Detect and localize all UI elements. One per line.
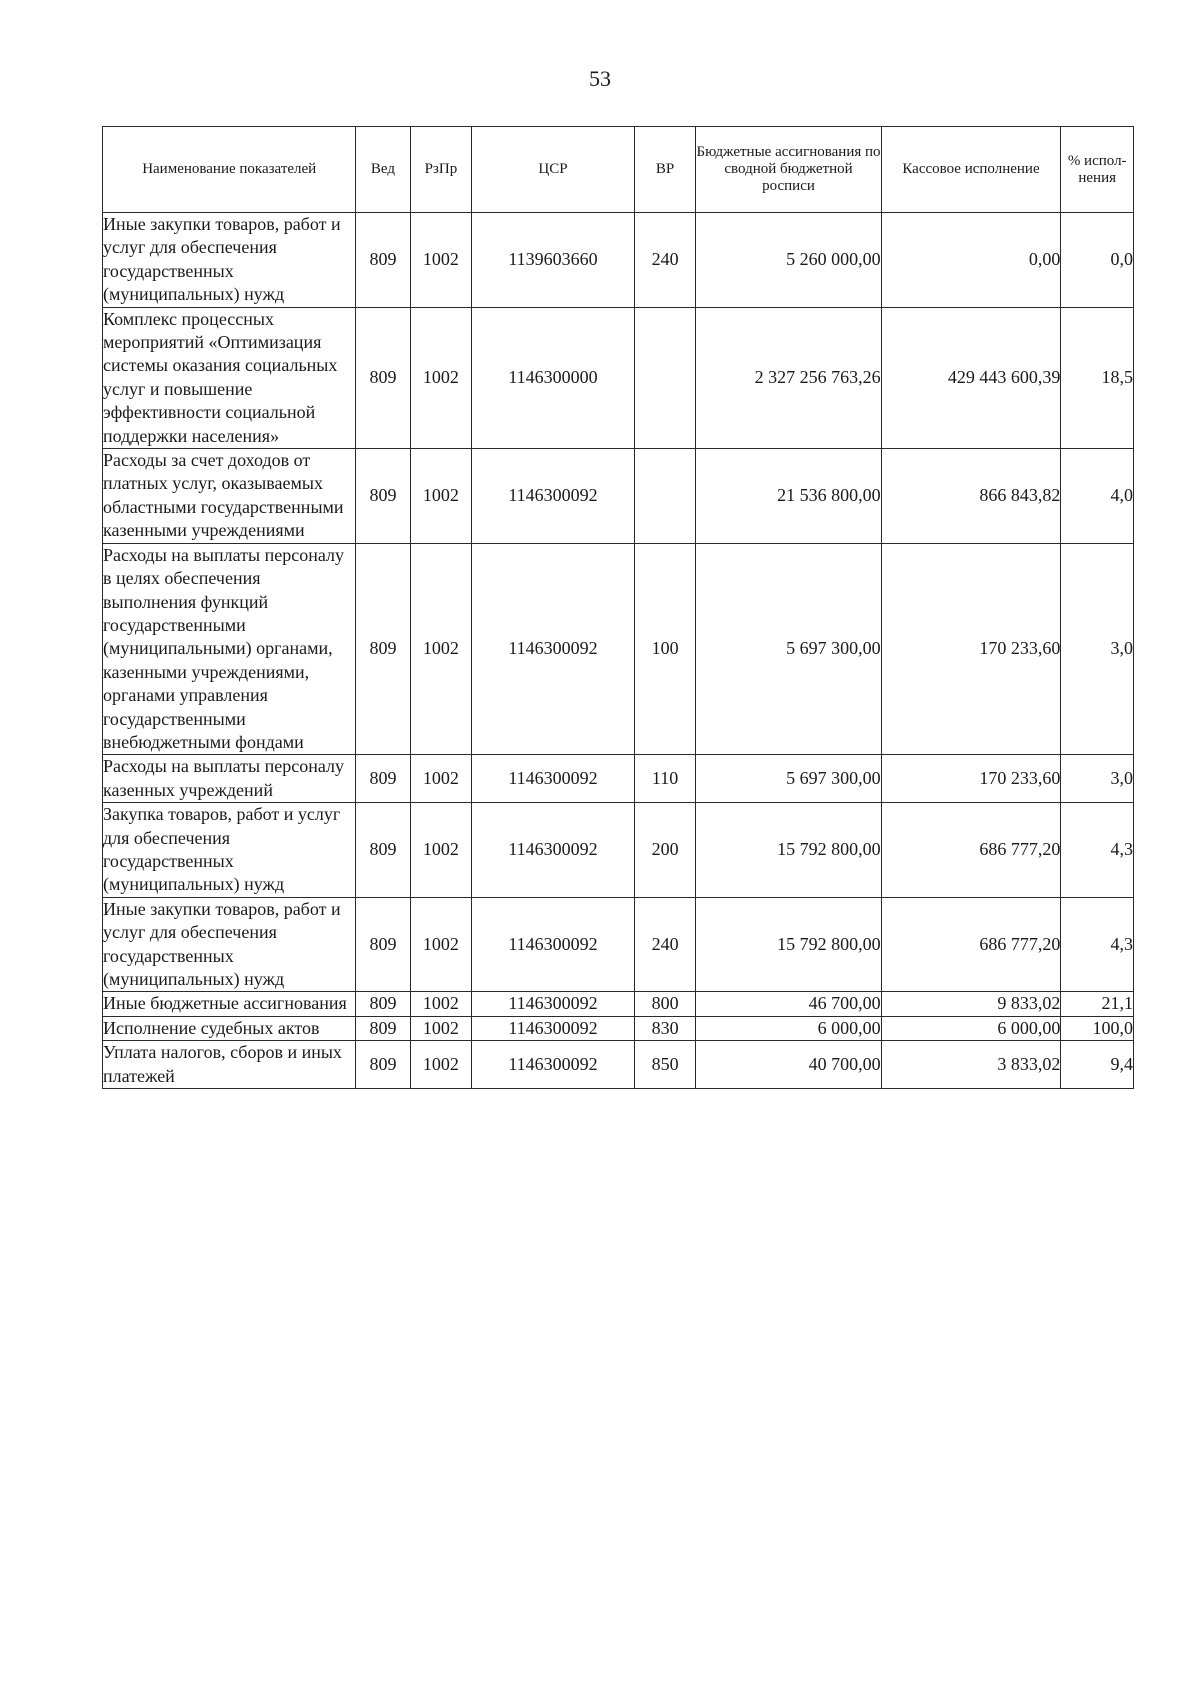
budget-execution-table xyxy=(102,126,1134,1089)
cell-cash-execution: 9 833,02 xyxy=(881,992,1061,1016)
cell-vr: 100 xyxy=(634,543,696,755)
cell-ved: 809 xyxy=(356,992,410,1016)
cell-execution-percent: 3,0 xyxy=(1061,755,1134,803)
cell-name: Расходы на выплаты персоналу казенных учреждений xyxy=(103,755,356,803)
table-row xyxy=(103,1016,1134,1040)
cell-name: Иные закупки товаров, работ и услуг для обеспечения государственных (муниципальных) нужд xyxy=(103,213,356,308)
cell-vr: 830 xyxy=(634,1016,696,1040)
cell-budget-assignments: 46 700,00 xyxy=(696,992,881,1016)
table-row xyxy=(103,992,1134,1016)
cell-rzpr: 1002 xyxy=(410,1041,472,1089)
cell-rzpr: 1002 xyxy=(410,543,472,755)
cell-budget-assignments: 21 536 800,00 xyxy=(696,449,881,544)
cell-cash-execution: 170 233,60 xyxy=(881,755,1061,803)
cell-name: Расходы на выплаты персоналу в целях обеспечения выполнения функций государственными (муниципальными) органами, казенными учреждениями, органами управления государственными внебюджетными фондами xyxy=(103,543,356,755)
cell-budget-assignments: 5 697 300,00 xyxy=(696,543,881,755)
cell-ved: 809 xyxy=(356,803,410,898)
cell-rzpr: 1002 xyxy=(410,803,472,898)
cell-vr: 200 xyxy=(634,803,696,898)
cell-rzpr: 1002 xyxy=(410,755,472,803)
cell-budget-assignments: 2 327 256 763,26 xyxy=(696,307,881,448)
cell-execution-percent: 4,3 xyxy=(1061,897,1134,992)
table-row xyxy=(103,213,1134,308)
cell-execution-percent: 0,0 xyxy=(1061,213,1134,308)
cell-csr: 1146300092 xyxy=(472,755,634,803)
cell-rzpr: 1002 xyxy=(410,307,472,448)
cell-budget-assignments: 5 260 000,00 xyxy=(696,213,881,308)
cell-vr: 240 xyxy=(634,897,696,992)
cell-execution-percent: 3,0 xyxy=(1061,543,1134,755)
cell-budget-assignments: 40 700,00 xyxy=(696,1041,881,1089)
cell-cash-execution: 6 000,00 xyxy=(881,1016,1061,1040)
cell-csr: 1146300092 xyxy=(472,992,634,1016)
cell-csr: 1146300092 xyxy=(472,897,634,992)
cell-rzpr: 1002 xyxy=(410,213,472,308)
cell-ved: 809 xyxy=(356,307,410,448)
header-execution-percent: % испол-нения xyxy=(1061,127,1134,213)
cell-cash-execution: 3 833,02 xyxy=(881,1041,1061,1089)
cell-csr: 1146300092 xyxy=(472,543,634,755)
cell-ved: 809 xyxy=(356,543,410,755)
cell-budget-assignments: 15 792 800,00 xyxy=(696,897,881,992)
cell-csr: 1146300000 xyxy=(472,307,634,448)
table-row xyxy=(103,755,1134,803)
table-row xyxy=(103,307,1134,448)
cell-execution-percent: 9,4 xyxy=(1061,1041,1134,1089)
cell-execution-percent: 100,0 xyxy=(1061,1016,1134,1040)
cell-cash-execution: 686 777,20 xyxy=(881,803,1061,898)
cell-budget-assignments: 5 697 300,00 xyxy=(696,755,881,803)
header-name: Наименование показателей xyxy=(103,127,356,213)
cell-csr: 1146300092 xyxy=(472,803,634,898)
table-row xyxy=(103,897,1134,992)
table-row xyxy=(103,803,1134,898)
cell-csr: 1146300092 xyxy=(472,1041,634,1089)
header-csr: ЦСР xyxy=(472,127,634,213)
cell-csr: 1146300092 xyxy=(472,1016,634,1040)
cell-execution-percent: 4,0 xyxy=(1061,449,1134,544)
cell-name: Иные бюджетные ассигнования xyxy=(103,992,356,1016)
cell-name: Расходы за счет доходов от платных услуг, оказываемых областными государственными казенными учреждениями xyxy=(103,449,356,544)
cell-cash-execution: 866 843,82 xyxy=(881,449,1061,544)
cell-vr: 110 xyxy=(634,755,696,803)
cell-cash-execution: 0,00 xyxy=(881,213,1061,308)
cell-budget-assignments: 15 792 800,00 xyxy=(696,803,881,898)
header-vr: ВР xyxy=(634,127,696,213)
cell-name: Исполнение судебных актов xyxy=(103,1016,356,1040)
cell-rzpr: 1002 xyxy=(410,992,472,1016)
cell-vr xyxy=(634,449,696,544)
cell-name: Закупка товаров, работ и услуг для обеспечения государственных (муниципальных) нужд xyxy=(103,803,356,898)
cell-execution-percent: 21,1 xyxy=(1061,992,1134,1016)
cell-vr: 240 xyxy=(634,213,696,308)
cell-csr: 1146300092 xyxy=(472,449,634,544)
header-rzpr: РзПр xyxy=(410,127,472,213)
cell-ved: 809 xyxy=(356,897,410,992)
cell-name: Комплекс процессных мероприятий «Оптимизация системы оказания социальных услуг и повышение эффективности социальной поддержки населения» xyxy=(103,307,356,448)
cell-budget-assignments: 6 000,00 xyxy=(696,1016,881,1040)
header-budget-assignments: Бюджетные ассигнования по сводной бюджетной росписи xyxy=(696,127,881,213)
table-body xyxy=(103,213,1134,1089)
cell-vr: 850 xyxy=(634,1041,696,1089)
cell-name: Уплата налогов, сборов и иных платежей xyxy=(103,1041,356,1089)
cell-vr xyxy=(634,307,696,448)
cell-vr: 800 xyxy=(634,992,696,1016)
cell-ved: 809 xyxy=(356,1016,410,1040)
cell-rzpr: 1002 xyxy=(410,897,472,992)
cell-rzpr: 1002 xyxy=(410,449,472,544)
cell-execution-percent: 18,5 xyxy=(1061,307,1134,448)
table-row xyxy=(103,543,1134,755)
cell-name: Иные закупки товаров, работ и услуг для обеспечения государственных (муниципальных) нужд xyxy=(103,897,356,992)
cell-ved: 809 xyxy=(356,449,410,544)
page-number: 53 xyxy=(589,66,611,91)
table-row xyxy=(103,1041,1134,1089)
table-row xyxy=(103,449,1134,544)
header-ved: Вед xyxy=(356,127,410,213)
cell-csr: 1139603660 xyxy=(472,213,634,308)
cell-ved: 809 xyxy=(356,1041,410,1089)
cell-ved: 809 xyxy=(356,213,410,308)
cell-cash-execution: 429 443 600,39 xyxy=(881,307,1061,448)
header-cash-execution: Кассовое исполнение xyxy=(881,127,1061,213)
table-header-row xyxy=(103,127,1134,213)
cell-rzpr: 1002 xyxy=(410,1016,472,1040)
cell-cash-execution: 686 777,20 xyxy=(881,897,1061,992)
cell-cash-execution: 170 233,60 xyxy=(881,543,1061,755)
cell-ved: 809 xyxy=(356,755,410,803)
cell-execution-percent: 4,3 xyxy=(1061,803,1134,898)
